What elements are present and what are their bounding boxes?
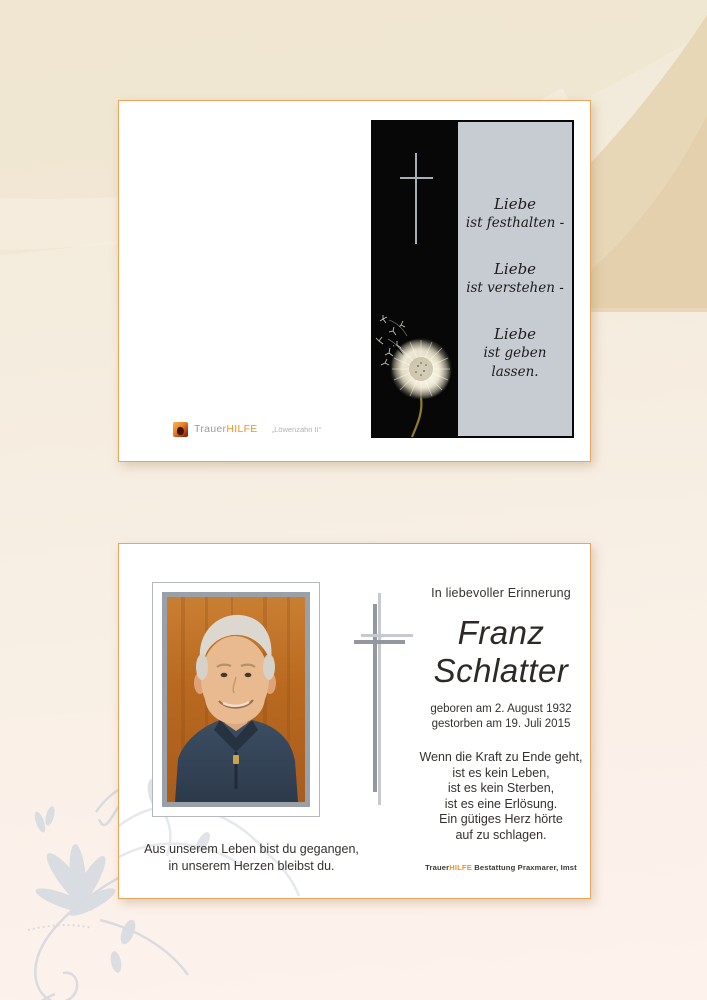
portrait-photo — [167, 597, 305, 802]
brand-part-hilfe: HILFE — [226, 423, 258, 435]
front-black-panel — [371, 120, 574, 438]
poem-line: ist es eine Erlösung. — [444, 796, 558, 811]
brand-part-trauer: Trauer — [194, 423, 227, 435]
verse-block — [458, 324, 572, 382]
cross-icon — [415, 153, 417, 244]
verse-line: ist verstehen - — [466, 280, 564, 296]
verse-line: ist festhalten - — [465, 215, 565, 231]
memorial-card-front — [118, 100, 591, 462]
poem-line: ist es kein Sterben, — [447, 781, 555, 795]
life-dates — [419, 702, 583, 732]
farewell-text — [129, 841, 374, 875]
brand-row — [173, 421, 321, 437]
poem-line: Wenn die Kraft zu Ende geht, — [419, 750, 583, 764]
trauerhilfe-logo-icon — [173, 422, 188, 437]
deceased-name — [419, 614, 583, 690]
farewell-line: in unserem Herzen bleibst du. — [168, 859, 335, 873]
poem-line: Ein gütiges Herz hörte — [439, 812, 563, 826]
publisher-line — [419, 863, 583, 872]
memorial-poem — [419, 750, 583, 843]
verse-block — [458, 259, 572, 298]
poem-line: auf zu schlagen. — [455, 827, 547, 842]
dandelion-image — [371, 301, 461, 438]
death-date: gestorben am 19. Juli 2015 — [431, 718, 571, 730]
verse-line: Liebe — [493, 325, 537, 343]
deceased-first-name: Franz — [457, 614, 545, 651]
verse-block — [458, 194, 572, 233]
cross-icon — [361, 634, 413, 637]
cross-icon — [378, 593, 381, 805]
memorial-card-inner — [118, 543, 591, 899]
birth-date: geboren am 2. August 1932 — [430, 703, 572, 715]
verse-line: Liebe — [493, 195, 537, 213]
publisher-name: Bestattung Praxmarer, Imst — [474, 863, 577, 872]
brand-part-trauer: Trauer — [425, 863, 450, 872]
cross-icon — [373, 604, 377, 792]
memorial-header: In liebevoller Erinnerung — [431, 586, 571, 600]
portrait-frame — [152, 582, 320, 817]
brand-wordmark — [194, 423, 258, 435]
verse-line: ist geben lassen. — [483, 345, 547, 380]
cross-icon — [354, 640, 405, 644]
cross-icon — [400, 177, 433, 179]
farewell-line: Aus unserem Leben bist du gegangen, — [144, 842, 359, 856]
deceased-last-name: Schlatter — [433, 652, 569, 689]
design-name-label: „Löwenzahn II“ — [271, 424, 322, 434]
portrait-border — [162, 592, 310, 807]
poem-line: ist es kein Leben, — [452, 765, 550, 780]
front-verse-panel — [458, 122, 572, 436]
verse-line: Liebe — [493, 260, 537, 278]
brand-part-hilfe: HILFE — [449, 863, 472, 872]
